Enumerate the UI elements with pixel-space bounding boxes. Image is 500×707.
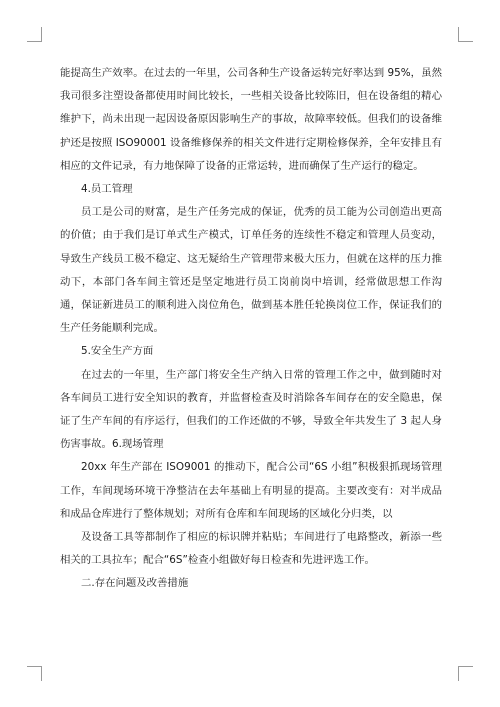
heading-staff-management: 4.员工管理 (81, 183, 133, 196)
crop-mark-top-right (458, 27, 473, 42)
paragraph-site-management: 20xx 年生产部在 ISO9001 的推动下，配合公司“6S 小组”积极狠抓现场管理工作，车间现场环境干净整洁在去年基础上有明显的提高。主要改变有：对半成品和成品仓库进行了整体规划；对所有仓库和车间现场的区域化分归类，以 (60, 461, 442, 520)
paragraph-site-management-continued: 及设备工具等都制作了相应的标识牌并粘贴；车间进行了电路整改，新添一些相关的工具拉车；配合“6S”检查小组做好每日检查和先进评选工作。 (60, 531, 442, 567)
paragraph-safety-production: 在过去的一年里，生产部门将安全生产纳入日常的管理工作之中，做到随时对各车间员工进行安全知识的教育，并监督检查及时消除各车间存在的安全隐患，保证了生产车间的有序运行，但我们的工作还做的不够，导致全年共发生了 3 起人身伤害事故。6.现场管理 (60, 368, 442, 451)
crop-mark-bottom-left (27, 666, 42, 681)
paragraph-equipment-maintenance: 能提高生产效率。在过去的一年里，公司各种生产设备运转完好率达到 95%，虽然我司很多注塑设备都使用时间比较长，一些相关设备比较陈旧，但在设备组的精心维护下，尚未出现一起因设备原因影响生产的事故，故障率较低。但我们的设备维护还是按照 ISO90001 设备维修保养的相关文件进行定期检修保养，全年安排且有相应的文件记录，有力地保障了设备的正常运转，进而确保了生产运行的稳定。 (60, 67, 442, 172)
paragraph-staff-management: 员工是公司的财富，是生产任务完成的保证，优秀的员工能为公司创造出更高的价值；由于我们是订单式生产模式，订单任务的连续性不稳定和管理人员变动，导致生产线员工极不稳定、这无疑给生产管理带来极大压力，但就在这样的压力推动下，本部门各车间主管还是坚定地进行员工岗前岗中培训，经常做思想工作沟通，保证新进员工的顺利进入岗位角色，做到基本胜任轮换岗位工作，保证我们的生产任务能顺利完成。 (60, 206, 442, 335)
crop-mark-bottom-right (458, 666, 473, 681)
heading-problems-and-improvements: 二.存在问题及改善措施 (81, 577, 189, 590)
document-body (60, 62, 442, 596)
heading-safety-production: 5.安全生产方面 (81, 345, 154, 358)
crop-mark-top-left (27, 27, 42, 42)
